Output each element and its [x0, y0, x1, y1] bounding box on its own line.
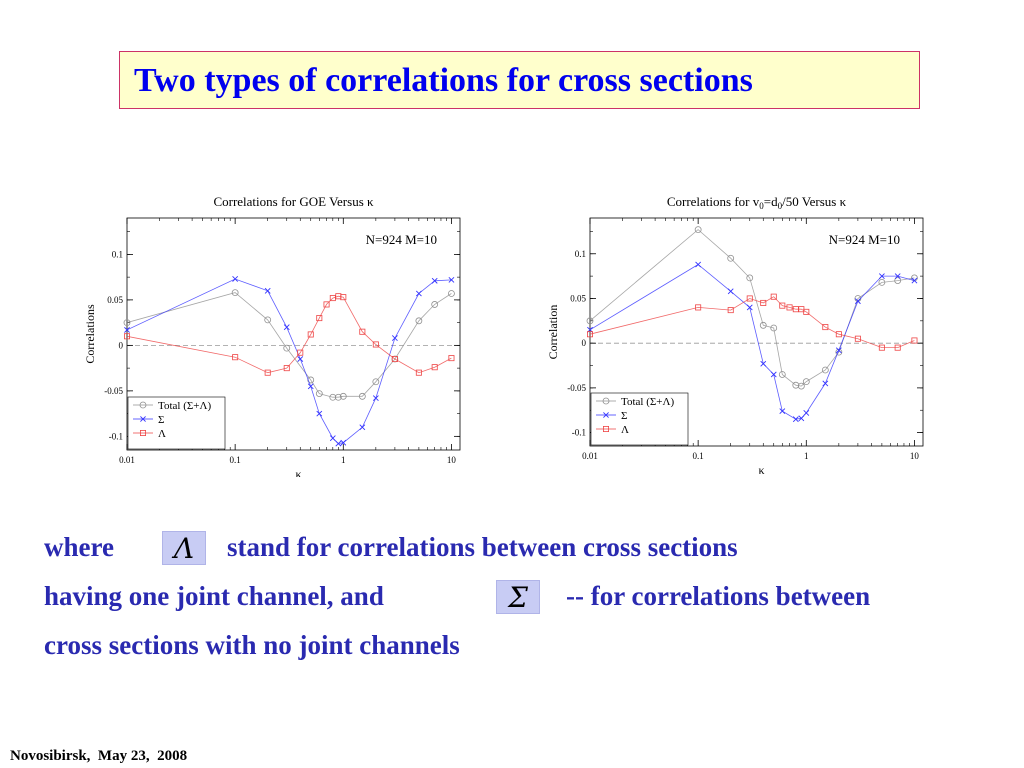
x-tick-label: 10	[446, 455, 456, 465]
y-tick-label: 0.05	[570, 293, 586, 304]
chart-title-part: 0	[759, 201, 764, 211]
y-tick-label: 0.1	[574, 248, 586, 259]
y-tick-label: 0.05	[107, 294, 123, 305]
lambda-symbol-box: Λ	[162, 531, 206, 565]
legend-label: Total (Σ+Λ)	[621, 396, 675, 408]
body-text-line1-end: stand for correlations between cross sections	[227, 532, 738, 562]
legend-label: Σ	[621, 410, 628, 422]
chart-title-part: =d	[763, 194, 778, 209]
legend-label: Λ	[621, 424, 629, 436]
x-tick-label: 0.01	[582, 451, 598, 461]
body-text-line2-end: -- for correlations between	[566, 581, 871, 611]
legend-label: Total (Σ+Λ)	[158, 400, 212, 412]
x-tick-label: 0.1	[692, 451, 704, 461]
body-text-line2-start: having one joint channel, and	[44, 581, 384, 611]
chart-annotation: N=924 M=10	[365, 232, 437, 247]
legend-label: Σ	[158, 414, 165, 426]
y-axis-label: Correlations	[83, 304, 97, 364]
y-tick-label: -0.1	[571, 427, 586, 438]
sigma-symbol-box: Σ	[496, 580, 540, 614]
x-axis-label: κ	[758, 463, 765, 477]
chart-annotation: N=924 M=10	[828, 232, 900, 247]
slide-title: Two types of correlations for cross sections	[134, 62, 753, 99]
chart-goe	[75, 192, 475, 477]
footer-text: Novosibirsk, May 23, 2008	[10, 748, 188, 764]
chart-title-part: Correlations for v	[666, 194, 760, 209]
y-axis-label: Correlation	[546, 304, 560, 360]
x-tick-label: 10	[909, 451, 919, 461]
x-tick-label: 1	[804, 451, 809, 461]
x-tick-label: 1	[341, 455, 346, 465]
body-text-line1-start: where	[44, 532, 114, 562]
x-tick-label: 0.01	[119, 455, 135, 465]
y-tick-label: -0.05	[567, 382, 586, 393]
legend-label: Λ	[158, 428, 166, 440]
y-tick-label: -0.1	[108, 431, 123, 442]
chart-title: Correlations for GOE Versus κ	[213, 194, 374, 209]
title-box	[119, 51, 920, 109]
chart-v0	[538, 188, 938, 478]
y-tick-label: 0.1	[111, 249, 123, 260]
x-axis-label: κ	[295, 467, 302, 477]
chart-title	[667, 194, 847, 211]
x-tick-label: 0.1	[229, 455, 241, 465]
chart-title-part: 0	[777, 201, 783, 211]
body-text-line3: cross sections with no joint channels	[44, 630, 460, 660]
y-tick-label: 0	[581, 338, 586, 349]
y-tick-label: -0.05	[104, 385, 123, 396]
legend	[128, 397, 225, 449]
legend	[591, 393, 688, 445]
chart-title-part: /50 Versus κ	[782, 194, 847, 209]
y-tick-label: 0	[118, 340, 123, 351]
